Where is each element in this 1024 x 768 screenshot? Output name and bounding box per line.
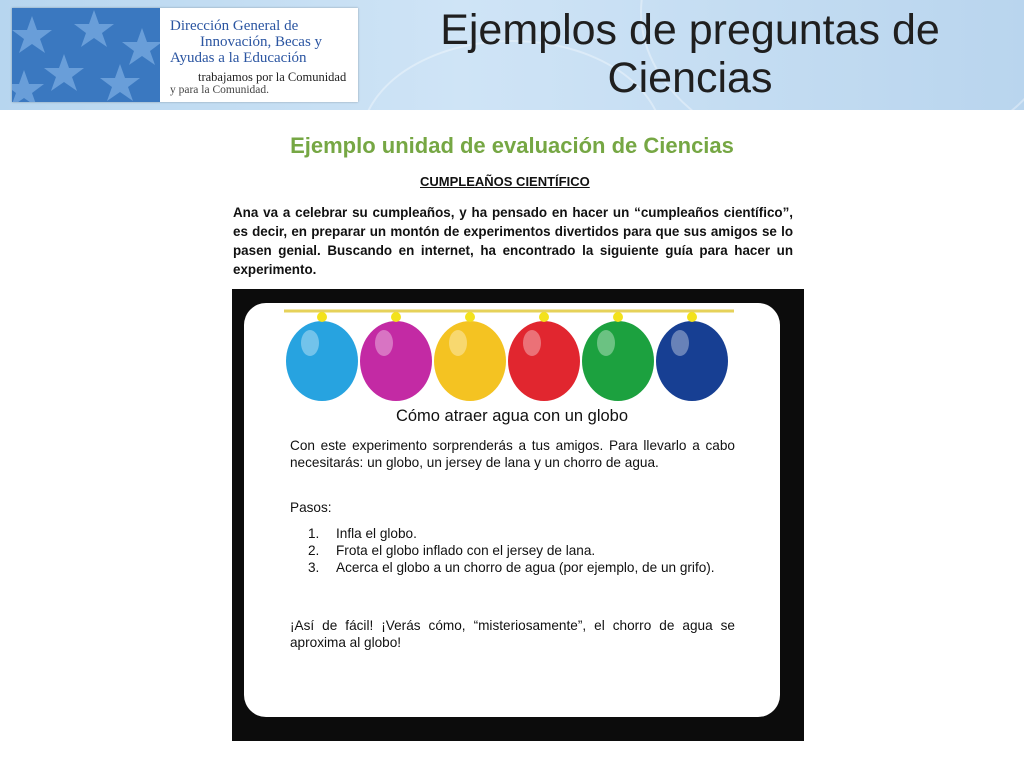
guide-closing: ¡Así de fácil! ¡Verás cómo, “misteriosamente”, el chorro de agua se aproxima al globo!: [290, 618, 735, 650]
slide-header: [0, 0, 1024, 110]
guide-intro: Con este experimento sorprenderás a tus amigos. Para llevarlo a cabo necesitarás: un globo, un jersey de lana y un chorro de agua.: [290, 438, 735, 470]
step-item: [308, 525, 738, 542]
step-text: Frota el globo inflado con el jersey de lana.: [336, 543, 596, 558]
balloon-icon: [508, 312, 580, 401]
logo-line: Dirección General de: [170, 18, 299, 34]
step-number: 3.: [308, 560, 320, 575]
steps-list: [308, 525, 738, 576]
guide-page: [244, 303, 780, 717]
step-text: Infla el globo.: [336, 526, 417, 541]
step-number: 1.: [308, 526, 320, 541]
slide-subtitle: Ejemplo unidad de evaluación de Ciencias: [290, 133, 734, 158]
balloon-icon: [286, 312, 358, 401]
slide-title-line: Ejemplos de preguntas de: [440, 6, 940, 54]
guide-title: Cómo atraer agua con un globo: [395, 407, 629, 425]
stars-flag-icon: [12, 8, 160, 102]
step-item: [308, 542, 738, 559]
step-text: Acerca el globo a un chorro de agua (por ejemplo, de un grifo).: [336, 560, 715, 575]
logo-tagline: trabajamos por la Comunidad: [198, 70, 347, 84]
balloons-illustration: [244, 303, 780, 413]
step-number: 2.: [308, 543, 320, 558]
logo-text: [170, 18, 322, 66]
experiment-guide-image: [232, 289, 804, 741]
slide-title: [380, 6, 1000, 102]
logo-line: Innovación, Becas y: [200, 34, 323, 50]
balloon-icon: [582, 312, 654, 401]
balloon-icon: [434, 312, 506, 401]
institution-logo: [12, 8, 358, 102]
slide-title-line: Ciencias: [607, 54, 773, 102]
steps-label: Pasos:: [290, 500, 332, 515]
document-intro: Ana va a celebrar su cumpleaños, y ha pensado en hacer un “cumpleaños científico”, es decir, en preparar un montón de experimentos divertidos para que sus amigos se lo pasen genial. Buscando en internet, ha encontrado la siguiente guía para hacer un experimento.: [233, 205, 793, 277]
logo-line: Ayudas a la Educación: [170, 50, 307, 66]
balloon-icon: [656, 312, 728, 401]
logo-tagline: y para la Comunidad.: [170, 84, 270, 96]
step-item: [308, 559, 738, 576]
document-heading: CUMPLEAÑOS CIENTÍFICO: [420, 174, 590, 189]
balloon-icon: [360, 312, 432, 401]
